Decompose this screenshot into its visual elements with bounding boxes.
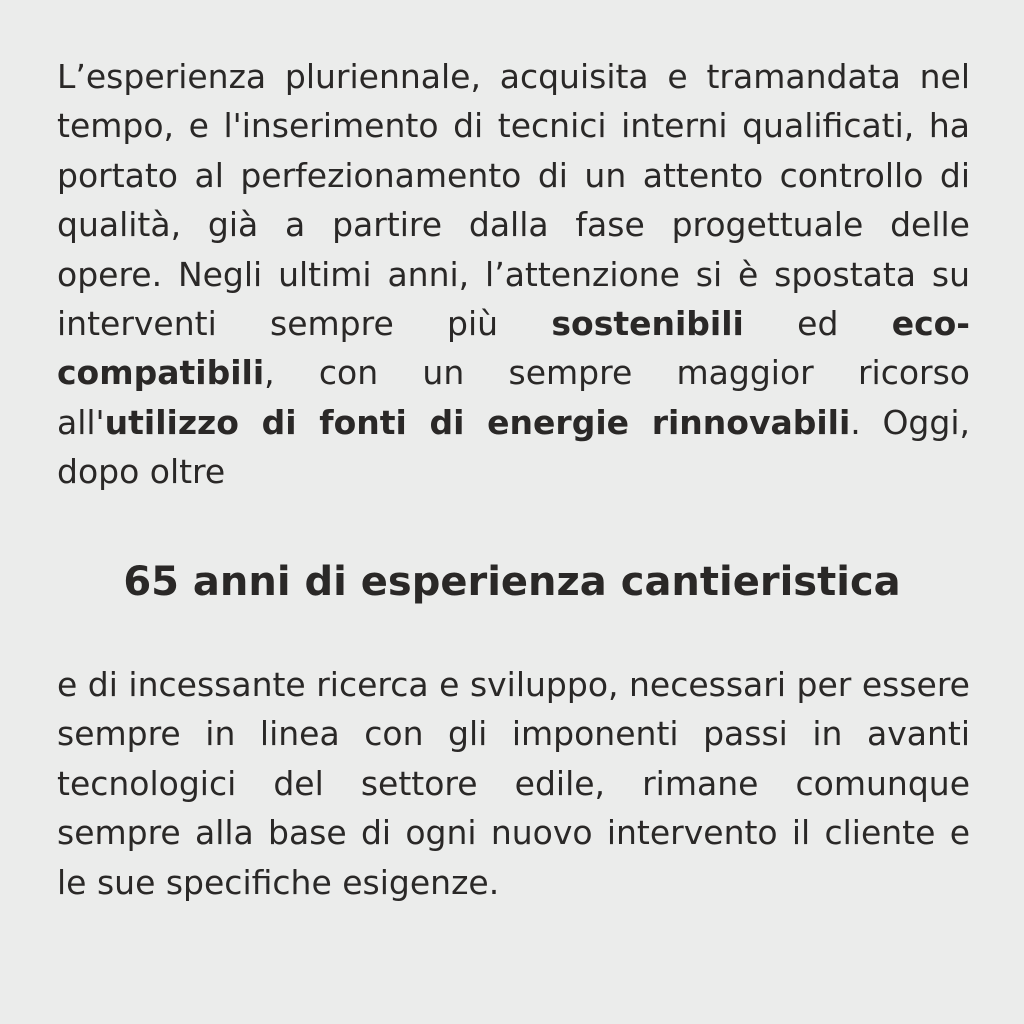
experience-headline: 65 anni di esperienza cantieristica — [123, 559, 901, 605]
intro-bold-energie-rinnovabili: utilizzo di fonti di energie rinnovabili — [104, 402, 851, 442]
intro-text-1: L’esperienza pluriennale, acquisita e tramandata nel tempo, e l'inserimento di tecnici interni qualificati, ha portato al perfezionamento di un attento controllo di qualità, già a partire dalla fase progettuale delle opere. Negli ultimi anni, l’attenzione si è spostata su interventi sempre più — [57, 57, 970, 344]
intro-text-4: . Oggi, dopo oltre — [57, 402, 970, 492]
intro-paragraph — [57, 52, 970, 497]
closing-paragraph: e di incessante ricerca e sviluppo, necessari per essere sempre in linea con gli imponenti passi in avanti tecnologici del settore edile, rimane comunque sempre alla base di ogni nuovo intervento il cliente e le sue specifiche esigenze. — [57, 665, 970, 902]
intro-bold-sostenibili: sostenibili — [551, 304, 744, 344]
intro-text-2: ed — [743, 304, 892, 344]
intro-text-3: , con un sempre maggior ricorso all' — [57, 353, 970, 442]
intro-bold-eco-compatibili: eco-compatibili — [57, 304, 970, 393]
